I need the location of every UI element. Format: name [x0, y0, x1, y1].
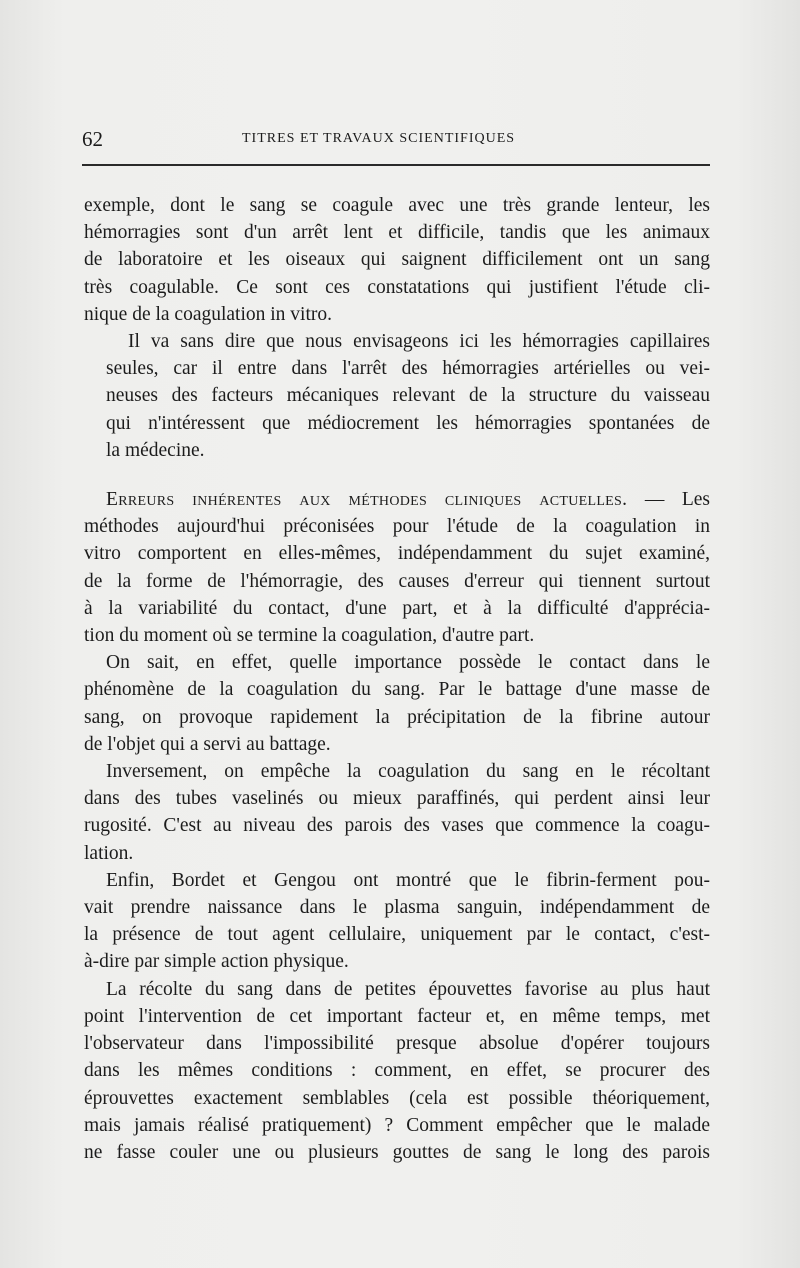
text-line: hémorragies sont d'un arrêt lent et difficile, tandis que les animaux [84, 222, 710, 244]
text-line: à-dire par simple action physique. [84, 951, 349, 973]
text-line: de laboratoire et les oiseaux qui saignent difficilement ont un sang [84, 249, 710, 271]
text-line: Enfin, Bordet et Gengou ont montré que le fibrin-ferment pou- [106, 869, 710, 891]
text-line: qui n'intéressent que médiocrement les hémorragies spontanées de [106, 412, 710, 434]
text-line: dans des tubes vaselinés ou mieux paraffinés, qui perdent ainsi leur [84, 788, 710, 810]
text-line: nique de la coagulation in vitro. [84, 303, 333, 325]
text-line: de la forme de l'hémorragie, des causes d'erreur qui tiennent surtout [84, 570, 710, 592]
text-line: Il va sans dire que nous envisageons ici les hémorragies capillaires [128, 331, 710, 353]
text-line: On sait, en effet, quelle importance possède le contact dans le [106, 652, 710, 674]
text-line: l'observateur dans l'impossibilité presque absolue d'opérer toujours [84, 1033, 710, 1055]
text-line: mais jamais réalisé pratiquement) ? Comment empêcher que le malade [84, 1114, 710, 1136]
text-line: éprouvettes exactement semblables (cela est possible théoriquement, [84, 1087, 710, 1109]
paragraph-3 [84, 486, 710, 649]
text-line: lation. [84, 842, 134, 864]
body-text [84, 192, 710, 1166]
text-line: — Les [644, 489, 711, 511]
text-line: tion du moment où se termine la coagulation, d'autre part. [84, 625, 535, 647]
text-line: dans les mêmes conditions : comment, en effet, se procurer des [84, 1060, 710, 1082]
text-line: très coagulable. Ce sont ces constatations qui justifient l'étude cli- [84, 276, 710, 298]
paragraph-4 [84, 649, 710, 758]
page-number: 62 [82, 127, 103, 151]
text-line: Inversement, on empêche la coagulation du sang en le récoltant [106, 761, 710, 783]
page-header [82, 127, 712, 153]
text-line: rugosité. C'est au niveau des parois des vases que commence la coagu- [84, 815, 710, 837]
section-heading-line [84, 486, 710, 513]
paragraph-5 [84, 758, 710, 867]
text-line: La récolte du sang dans de petites épouvettes favorise au plus haut [106, 978, 710, 1000]
section-gap [84, 464, 710, 486]
header-rule [82, 164, 710, 166]
text-line: la présence de tout agent cellulaire, uniquement par le contact, c'est- [84, 924, 710, 946]
text-line: méthodes aujourd'hui préconisées pour l'étude de la coagulation in [84, 516, 710, 538]
text-line: exemple, dont le sang se coagule avec une très grande lenteur, les [84, 195, 710, 216]
text-line: la médecine. [106, 439, 205, 461]
text-line: ne fasse couler une ou plusieurs gouttes de sang le long des parois [84, 1141, 710, 1163]
text-line: à la variabilité du contact, d'une part, et à la difficulté d'apprécia- [84, 597, 710, 619]
text-line: neuses des facteurs mécaniques relevant de la structure du vaisseau [106, 385, 710, 407]
text-line: vitro comportent en elles-mêmes, indépendamment du sujet examiné, [84, 543, 710, 565]
paragraph-7 [84, 976, 710, 1166]
text-line: phénomène de la coagulation du sang. Par le battage d'une masse de [84, 679, 710, 701]
paragraph-6 [84, 867, 710, 976]
text-line: sang, on provoque rapidement la précipitation de la fibrine autour [84, 706, 710, 728]
running-title: TITRES ET TRAVAUX SCIENTIFIQUES [242, 131, 516, 146]
section-heading: Erreurs inhérentes aux méthodes cliniques actuelles. [106, 489, 628, 511]
paragraph-2 [84, 328, 710, 464]
text-line: point l'intervention de cet important facteur et, en même temps, met [84, 1005, 710, 1027]
text-line: de l'objet qui a servi au battage. [84, 733, 331, 755]
text-line: vait prendre naissance dans le plasma sanguin, indépendamment de [84, 897, 710, 919]
text-line: seules, car il entre dans l'arrêt des hémorragies artérielles ou vei- [106, 358, 710, 380]
paragraph-1 [84, 192, 710, 328]
